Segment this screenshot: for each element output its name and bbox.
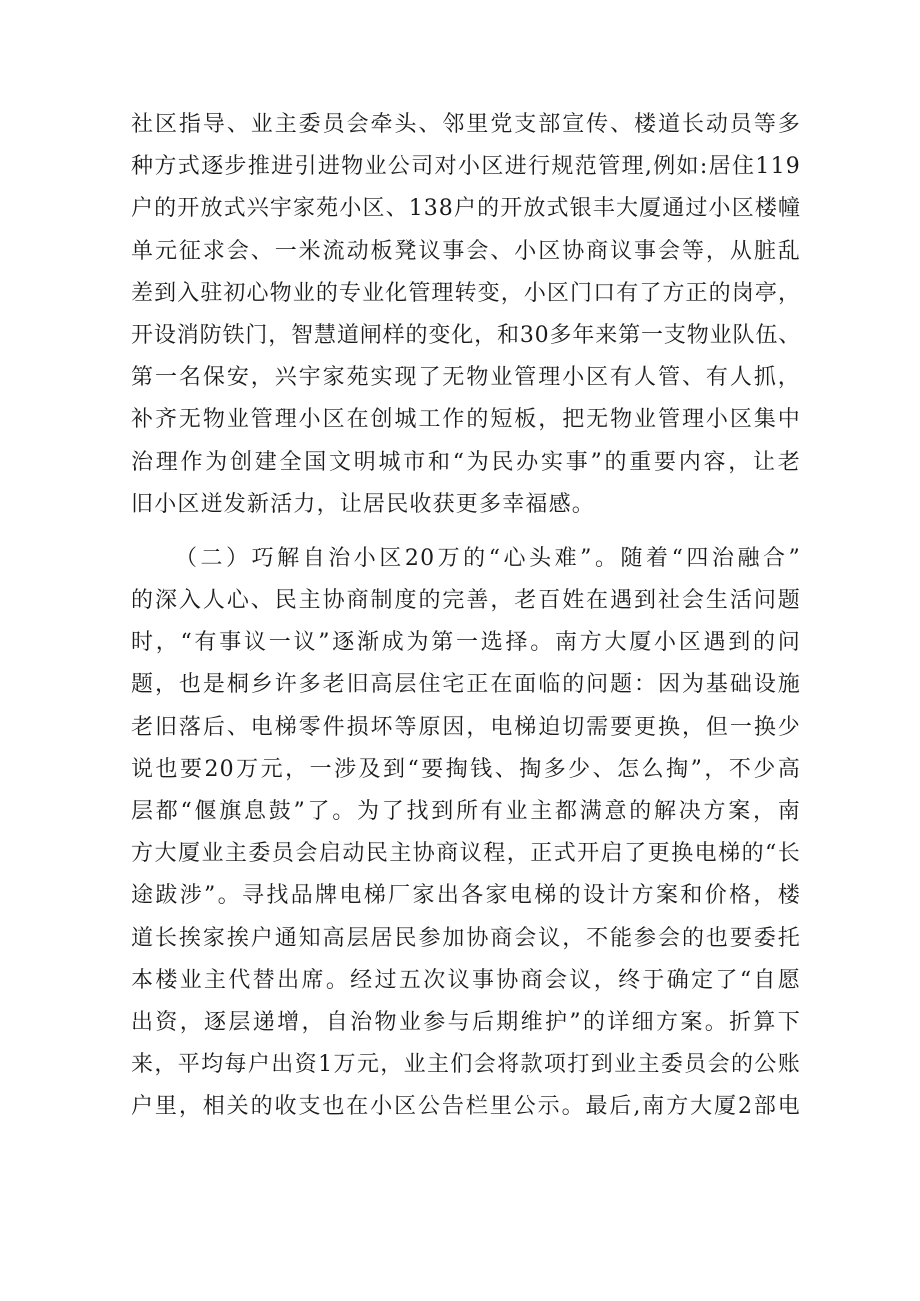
text-line: 第一名保安，兴宇家苑实现了无物业管理小区有人管、有人抓，: [131, 365, 801, 391]
text-line: 题，也是桐乡许多老旧高层住宅正在面临的问题：因为基础设施: [131, 672, 801, 698]
text-line: 来，平均每户出资1万元，业主们会将款项打到业主委员会的公账: [131, 1052, 801, 1078]
text-line: 本楼业主代替出席。经过五次议事协商会议，终于确定了“自愿: [131, 967, 801, 993]
text-line: 户里，相关的收支也在小区公告栏里公示。最后,南方大厦2部电: [131, 1094, 801, 1120]
text-line: 的深入人心、民主协商制度的完善，老百姓在遇到社会生活问题: [131, 588, 801, 614]
text-line: 开设消防铁门，智慧道闸样的变化，和30多年来第一支物业队伍、: [131, 322, 801, 348]
text-line: 差到入驻初心物业的专业化管理转变，小区门口有了方正的岗亭，: [131, 280, 801, 306]
text-line: 社区指导、业主委员会牵头、邻里党支部宣传、楼道长动员等多: [131, 112, 801, 137]
text-line: 出资，逐层递增，自治物业参与后期维护”的详细方案。折算下: [131, 1009, 801, 1035]
section-heading-line: （二）巧解自治小区20万的“心头难”。随着“四治融合”: [175, 545, 801, 571]
text-line: 老旧落后、电梯零件损坏等原因，电梯迫切需要更换，但一换少: [131, 714, 801, 740]
text-line: 户的开放式兴宇家苑小区、138户的开放式银丰大厦通过小区楼幢: [131, 196, 801, 222]
text-line: 方大厦业主委员会启动民主协商议程，正式开启了更换电梯的“长: [131, 841, 801, 867]
text-line: 途跋涉”。寻找品牌电梯厂家出各家电梯的设计方案和价格，楼: [131, 883, 801, 909]
text-line: 补齐无物业管理小区在创城工作的短板，把无物业管理小区集中: [131, 407, 801, 433]
text-line: 说也要20万元，一涉及到“要掏钱、掏多少、怎么掏”，不少高: [131, 756, 801, 782]
text-line: 种方式逐步推进引进物业公司对小区进行规范管理,例如:居住119: [131, 154, 801, 180]
text-line: 层都“偃旗息鼓”了。为了找到所有业主都满意的解决方案，南: [131, 799, 801, 824]
text-line: 旧小区迸发新活力，让居民收获更多幸福感。: [131, 491, 596, 517]
text-line: 时，“有事议一议”逐渐成为第一选择。南方大厦小区遇到的问: [131, 630, 801, 656]
text-line: 单元征求会、一米流动板凳议事会、小区协商议事会等，从脏乱: [131, 238, 801, 264]
text-line: 治理作为创建全国文明城市和“为民办实事”的重要内容，让老: [131, 449, 801, 475]
text-line: 道长挨家挨户通知高层居民参加协商会议，不能参会的也要委托: [131, 925, 801, 951]
body-text: [131, 104, 801, 1129]
